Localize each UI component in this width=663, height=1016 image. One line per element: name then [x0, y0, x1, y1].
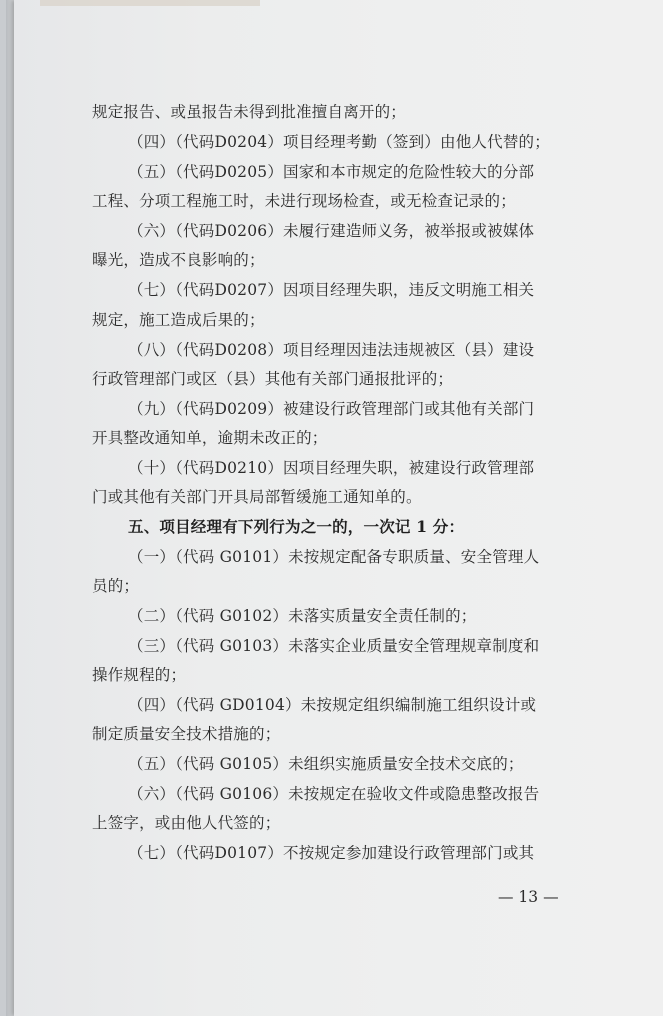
- text-line: （十）（代码D0210）因项目经理失职，被建设行政管理部: [128, 459, 535, 477]
- text-line: 规定报告、或虽报告未得到批准擅自离开的；: [92, 103, 407, 121]
- text-line: （九）（代码D0209）被建设行政管理部门或其他有关部门: [128, 400, 535, 418]
- section-heading: 五、项目经理有下列行为之一的，一次记 1 分：: [128, 517, 465, 536]
- text-line: 工程、分项工程施工时，未进行现场检查，或无检查记录的；: [92, 192, 516, 210]
- text-line: 操作规程的；: [92, 666, 187, 684]
- text-line: （八）（代码D0208）项目经理因违法违规被区（县）建设: [128, 341, 535, 359]
- text-line: 行政管理部门或区（县）其他有关部门通报批评的；: [92, 370, 454, 388]
- text-line: （七）（代码D0107）不按规定参加建设行政管理部门或其: [128, 844, 535, 862]
- text-line: （二）（代码 G0102）未落实质量安全责任制的；: [128, 607, 477, 625]
- text-line: 制定质量安全技术措施的；: [92, 725, 281, 743]
- text-line: （六）（代码D0206）未履行建造师义务，被举报或被媒体: [128, 222, 535, 240]
- text-line: 开具整改通知单，逾期未改正的；: [92, 429, 328, 447]
- text-line: （四）（代码 GD0104）未按规定组织编制施工组织设计或: [128, 696, 537, 714]
- text-line: 门或其他有关部门开具局部暂缓施工通知单的。: [92, 488, 422, 506]
- text-line: （五）（代码 G0105）未组织实施质量安全技术交底的；: [128, 755, 524, 773]
- text-line: （三）（代码 G0103）未落实企业质量安全管理规章制度和: [128, 637, 540, 655]
- text-line: （六）（代码 G0106）未按规定在验收文件或隐患整改报告: [128, 785, 540, 803]
- text-line: 上签字，或由他人代签的；: [92, 814, 281, 832]
- text-line: （七）（代码D0207）因项目经理失职，违反文明施工相关: [128, 281, 535, 299]
- text-line: 规定，施工造成后果的；: [92, 311, 265, 329]
- text-line: 曝光，造成不良影响的；: [92, 251, 265, 269]
- text-line: （五）（代码D0205）国家和本市规定的危险性较大的分部: [128, 163, 535, 181]
- text-line: （一）（代码 G0101）未按规定配备专职质量、安全管理人: [128, 548, 540, 566]
- text-line: 员的；: [92, 577, 140, 595]
- text-line: （四）（代码D0204）项目经理考勤（签到）由他人代替的；: [128, 133, 550, 151]
- page-number: — 13 —: [498, 888, 559, 906]
